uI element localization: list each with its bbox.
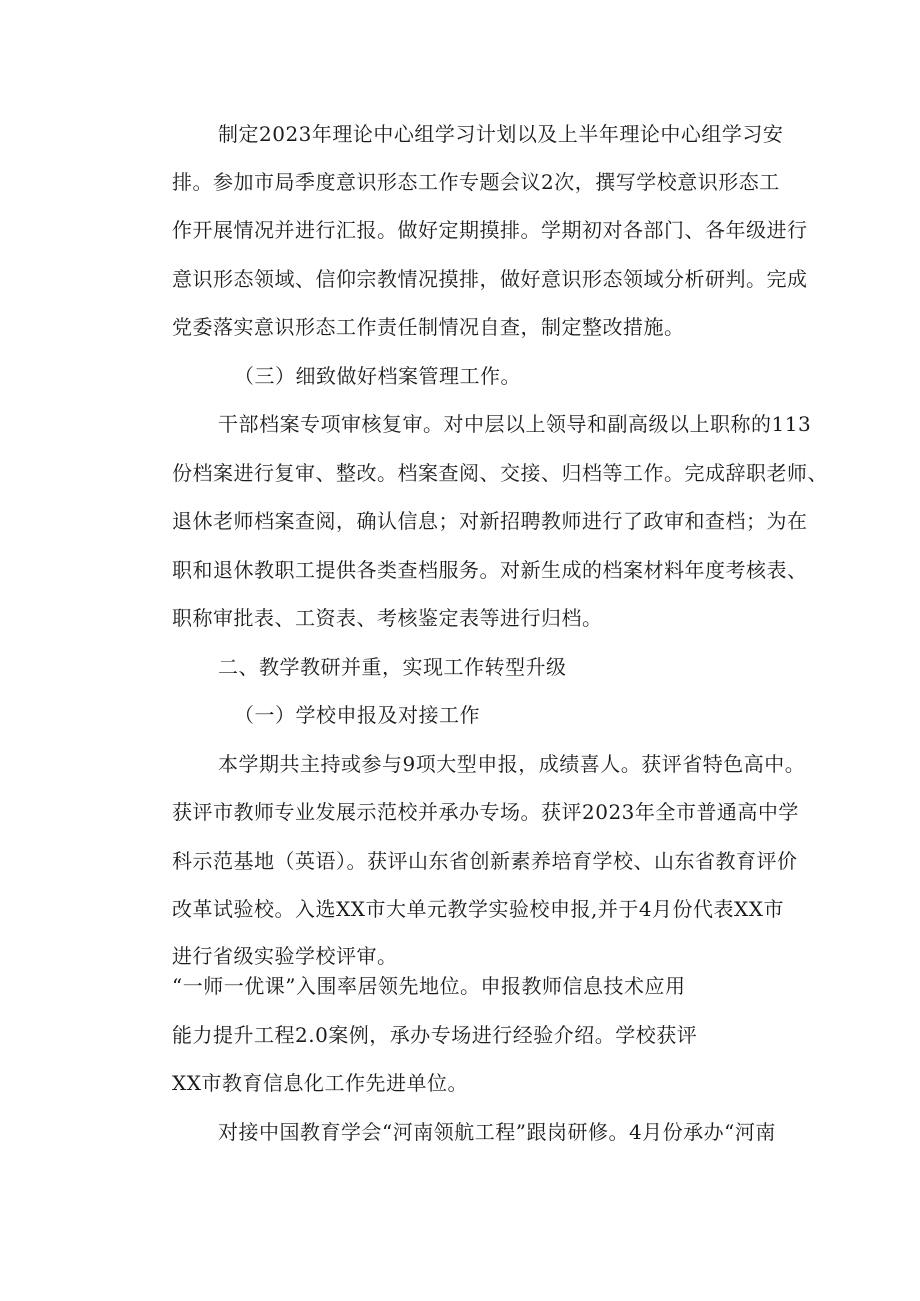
paragraph-line: 对接中国教育学会“河南领航工程”跟岗研修。4月份承办“河南 xyxy=(218,1120,776,1144)
paragraph-line: 获评市教师专业发展示范校并承办专场。获评2023年全市普通高中学 xyxy=(172,800,799,824)
paragraph-line: 党委落实意识形态工作责任制情况自查，制定整改措施。 xyxy=(172,315,685,339)
paragraph-line: 进行省级实验学校评审。 xyxy=(172,944,398,968)
paragraph-line: 干部档案专项审核复审。对中层以上领导和副高级以上职称的113 xyxy=(218,412,812,436)
paragraph-line: 本学期共主持或参与9项大型申报，成绩喜人。获评省特色高中。 xyxy=(218,752,806,776)
section-heading: （三）细致做好档案管理工作。 xyxy=(234,364,521,388)
paragraph-line: 科示范基地（英语）。获评山东省创新素养培育学校、山东省教育评价 xyxy=(172,849,798,873)
paragraph-line: 退休老师档案查阅，确认信息；对新招聘教师进行了政审和查档；为在 xyxy=(172,509,808,533)
section-heading: （一）学校申报及对接工作 xyxy=(234,703,480,727)
paragraph-line: 作开展情况并进行汇报。做好定期摸排。学期初对各部门、各年级进行 xyxy=(172,218,808,242)
paragraph-line: 份档案进行复审、整改。档案查阅、交接、归档等工作。完成辞职老师、 xyxy=(172,461,828,485)
paragraph-line: 改革试验校。入选XX市大单元教学实验校申报,并于4月份代表XX市 xyxy=(172,897,785,921)
paragraph-line: XX市教育信息化工作先进单位。 xyxy=(172,1071,468,1095)
paragraph-line: 能力提升工程2.0案例，承办专场进行经验介绍。学校获评 xyxy=(172,1023,698,1047)
chapter-heading: 二、教学教研并重，实现工作转型升级 xyxy=(218,655,567,679)
paragraph-line: 职和退休教职工提供各类查档服务。对新生成的档案材料年度考核表、 xyxy=(172,558,808,582)
paragraph-line: 制定2023年理论中心组学习计划以及上半年理论中心组学习安 xyxy=(218,122,784,146)
paragraph-line: 职称审批表、工资表、考核鉴定表等进行归档。 xyxy=(172,606,603,630)
paragraph-line: “一师一优课”入围率居领先地位。申报教师信息技术应用 xyxy=(172,974,686,998)
paragraph-line: 排。参加市局季度意识形态工作专题会议2次，撰写学校意识形态工 xyxy=(172,170,780,194)
paragraph-line: 意识形态领域、信仰宗教情况摸排，做好意识形态领域分析研判。完成 xyxy=(172,267,808,291)
